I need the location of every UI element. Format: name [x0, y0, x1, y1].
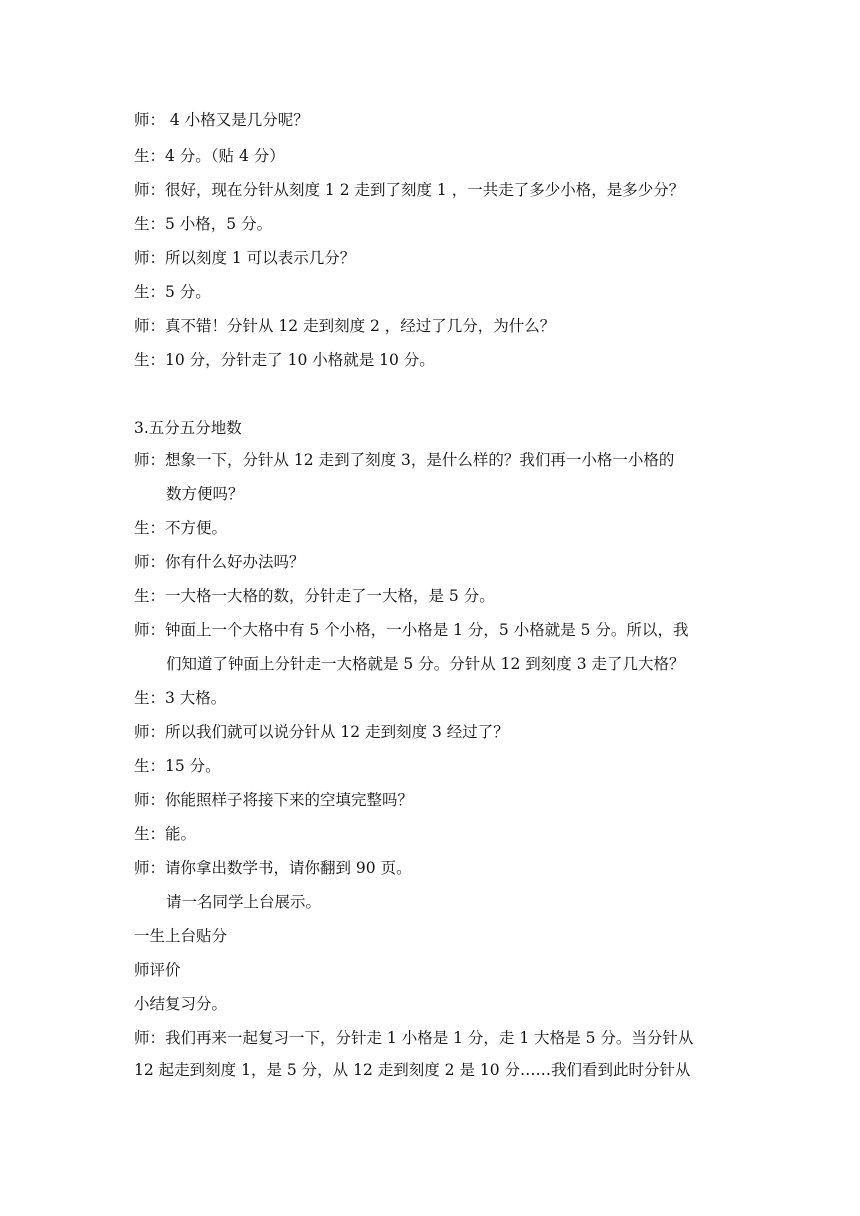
text-line: 师：很好，现在分针从刻度 1 2 走到了刻度 1 ，一共走了多少小格，是多少分？ — [134, 181, 685, 199]
text-line: 生：3 大格。 — [134, 689, 227, 707]
text-line: 生：不方便。 — [134, 519, 228, 537]
text-line: 生：一大格一大格的数，分针走了一大格，是 5 分。 — [134, 587, 495, 605]
text-line: 生：5 小格，5 分。 — [134, 215, 273, 233]
text-line: 师：所以我们就可以说分针从 12 走到刻度 3 经过了？ — [134, 723, 509, 741]
text-line: 师： 4 小格又是几分呢？ — [134, 111, 309, 129]
text-line: 生：10 分，分针走了 10 小格就是 10 分。 — [134, 351, 435, 369]
text-line: 师：想象一下，分针从 12 走到了刻度 3，是什么样的？我们再一小格一小格的 — [134, 451, 675, 469]
text-line: 生：4 分。（贴 4 分） — [134, 147, 285, 165]
text-line: 12 起走到刻度 1，是 5 分，从 12 走到刻度 2 是 10 分……我们看到此时分针从 — [134, 1061, 691, 1079]
text-line: 生：15 分。 — [134, 757, 221, 775]
text-line-indented: 请一名同学上台展示。 — [166, 893, 322, 911]
text-line: 师：真不错！分针从 12 走到刻度 2 ，经过了几分，为什么？ — [134, 317, 556, 335]
text-line: 生：能。 — [134, 825, 197, 843]
text-line: 生：5 分。 — [134, 283, 211, 301]
text-line: 师评价 — [134, 961, 181, 979]
text-line-continuation: 数方便吗？ — [166, 485, 244, 503]
text-line: 师：所以刻度 1 可以表示几分？ — [134, 249, 356, 267]
text-line: 师：请你拿出数学书，请你翻到 90 页。 — [134, 859, 412, 877]
text-line: 小结复习分。 — [134, 995, 228, 1013]
text-line: 师：你有什么好办法吗？ — [134, 553, 305, 571]
text-line: 师：我们再来一起复习一下，分针走 1 小格是 1 分，走 1 大格是 5 分。当分针从 — [134, 1029, 694, 1047]
section-heading: 3.五分五分地数 — [134, 419, 242, 437]
text-line: 师：你能照样子将接下来的空填完整吗？ — [134, 791, 414, 809]
text-line-continuation: 们知道了钟面上分针走一大格就是 5 分。分针从 12 到刻度 3 走了几大格？ — [166, 655, 685, 673]
text-line: 师：钟面上一个大格中有 5 个小格，一小格是 1 分，5 小格就是 5 分。所以，我 — [134, 621, 689, 639]
text-line: 一生上台贴分 — [134, 927, 228, 945]
